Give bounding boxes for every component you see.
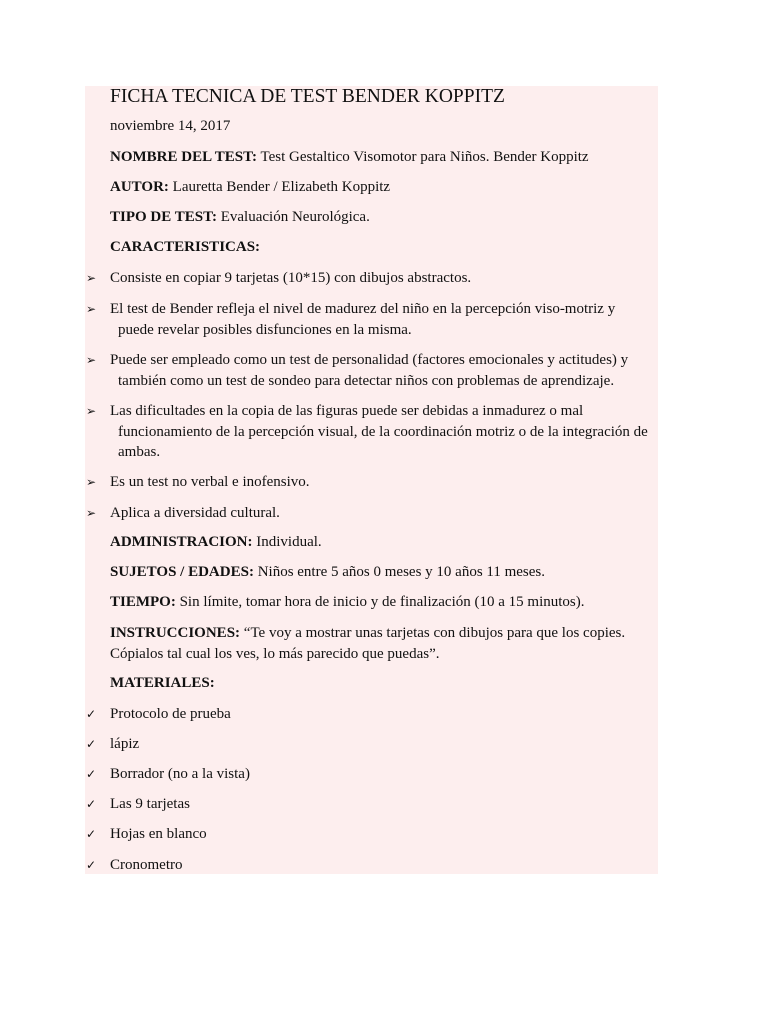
checkmark-icon: ✓ — [86, 858, 97, 872]
list-item-text: Protocolo de prueba — [110, 706, 231, 722]
field-label: TIEMPO: — [110, 594, 176, 610]
list-item — [86, 350, 658, 391]
list-item — [86, 472, 658, 493]
checkmark-icon: ✓ — [86, 737, 97, 751]
list-item — [86, 764, 658, 785]
list-item-text: Las 9 tarjetas — [110, 796, 190, 812]
list-item — [86, 734, 658, 755]
list-item-text: Las dificultades en la copia de las figuras puede ser debidas a inmadurez o mal — [110, 403, 584, 419]
checkmark-icon: ✓ — [86, 767, 97, 781]
section-heading-caracteristicas: CARACTERISTICAS: — [110, 239, 261, 255]
list-item — [86, 794, 658, 815]
arrow-bullet-icon: ➢ — [86, 404, 97, 418]
list-item — [86, 824, 658, 845]
list-item-text: Hojas en blanco — [110, 826, 207, 842]
checkmark-icon: ✓ — [86, 827, 97, 841]
field-administracion — [110, 532, 322, 553]
field-sujetos — [110, 562, 545, 583]
list-item-text: ambas. — [118, 444, 161, 460]
list-item — [86, 401, 658, 463]
list-item-text: Consiste en copiar 9 tarjetas (10*15) con dibujos abstractos. — [110, 270, 472, 286]
list-item-text: Cronometro — [110, 857, 183, 873]
list-item-text: Borrador (no a la vista) — [110, 766, 250, 782]
list-item — [86, 855, 658, 876]
list-item-text: Aplica a diversidad cultural. — [110, 505, 280, 521]
arrow-bullet-icon: ➢ — [86, 506, 97, 520]
field-label: TIPO DE TEST: — [110, 209, 217, 225]
list-item-text: puede revelar posibles disfunciones en la misma. — [118, 321, 412, 338]
field-nombre — [110, 147, 589, 168]
list-item-text: El test de Bender refleja el nivel de madurez del niño en la percepción viso-motriz y — [110, 301, 616, 317]
list-item — [86, 299, 658, 340]
field-value: “Te voy a mostrar unas tarjetas con dibujos para que los copies. — [240, 625, 626, 641]
arrow-bullet-icon: ➢ — [86, 475, 97, 489]
list-item — [86, 503, 658, 524]
field-label: AUTOR: — [110, 179, 169, 195]
field-label: SUJETOS / EDADES: — [110, 564, 254, 580]
list-item-text: también como un test de sondeo para detectar niños con problemas de aprendizaje. — [118, 372, 615, 389]
list-item-text: Es un test no verbal e inofensivo. — [110, 474, 310, 490]
list-item — [86, 704, 658, 725]
field-tiempo — [110, 592, 585, 613]
field-label: ADMINISTRACION: — [110, 534, 253, 550]
field-autor — [110, 177, 390, 198]
field-value: Evaluación Neurológica. — [216, 209, 370, 225]
field-value-cont: Cópialos tal cual los ves, lo más parecido que puedas”. — [110, 646, 440, 662]
list-item-text: lápiz — [110, 736, 140, 752]
field-label: NOMBRE DEL TEST: — [110, 149, 257, 165]
list-item-text: Puede ser empleado como un test de personalidad (factores emocionales y actitudes) y — [110, 352, 629, 368]
field-value: Test Gestaltico Visomotor para Niños. Bender Koppitz — [256, 149, 589, 165]
field-value: Niños entre 5 años 0 meses y 10 años 11 meses. — [253, 564, 546, 580]
checkmark-icon: ✓ — [86, 707, 97, 721]
arrow-bullet-icon: ➢ — [86, 302, 97, 316]
field-label: INSTRUCCIONES: — [110, 625, 241, 641]
field-value: Individual. — [252, 534, 322, 550]
arrow-bullet-icon: ➢ — [86, 271, 97, 285]
list-item — [86, 268, 658, 289]
field-value: Sin límite, tomar hora de inicio y de finalización (10 a 15 minutos). — [175, 594, 585, 610]
checkmark-icon: ✓ — [86, 797, 97, 811]
section-heading-materiales: MATERIALES: — [110, 675, 215, 691]
field-tipo — [110, 207, 370, 228]
field-instrucciones — [110, 623, 625, 665]
arrow-bullet-icon: ➢ — [86, 353, 97, 367]
document-date: noviembre 14, 2017 — [110, 118, 231, 134]
document-title: FICHA TECNICA DE TEST BENDER KOPPITZ — [110, 86, 505, 107]
field-value: Lauretta Bender / Elizabeth Koppitz — [168, 179, 391, 195]
list-item-text: funcionamiento de la percepción visual, de la coordinación motriz o de la integración de — [118, 423, 648, 440]
